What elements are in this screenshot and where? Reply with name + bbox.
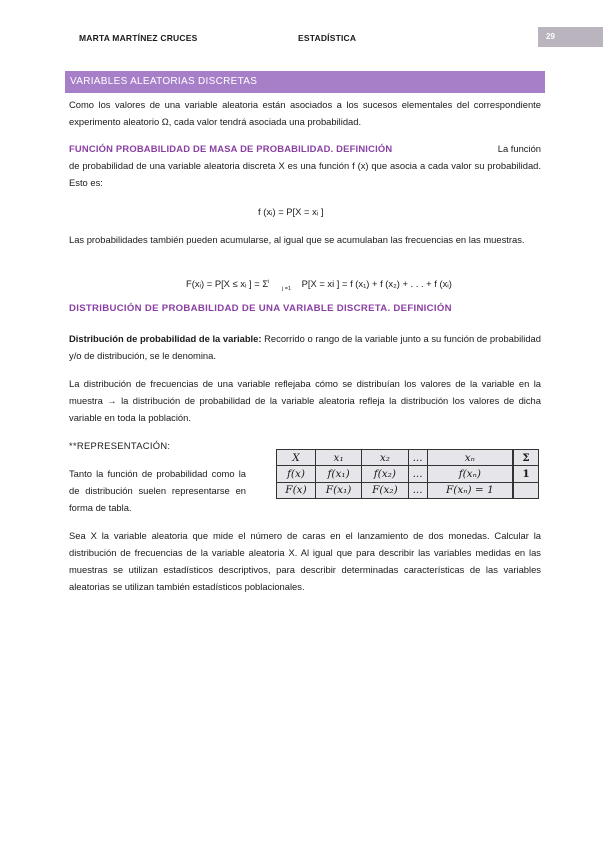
probability-table bbox=[276, 449, 539, 499]
distribution-definition-text: Recorrido o rango de la variable junto a su función de probabilidad y/o de distribución, se le denomina. bbox=[69, 333, 541, 361]
mass-function-formula: f (xᵢ) = P[X = xᵢ ] bbox=[258, 206, 324, 217]
definition-paragraph bbox=[69, 140, 541, 191]
distribution-heading: DISTRIBUCIÓN DE PROBABILIDAD DE UNA VARIABLE DISCRETA. DEFINICIÓN bbox=[69, 303, 452, 314]
formula2-sup: i bbox=[268, 279, 270, 285]
definition-heading: FUNCIÓN PROBABILIDAD DE MASA DE PROBABILIDAD. DEFINICIÓN bbox=[69, 143, 393, 154]
table-cell: f(x₁) bbox=[315, 466, 361, 482]
distribution-definition-bold: Distribución de probabilidad de la variable: bbox=[69, 333, 262, 344]
table-cell: x₁ bbox=[315, 450, 361, 466]
table-cell: f(x) bbox=[277, 466, 316, 482]
compare-paragraph: La distribución de frecuencias de una variable reflejaba cómo se distribuían los valores de la variable en la muestra → la distribución de probabilidad de la variable aleatoria refleja la distribución los valores de dicha variable en toda la población. bbox=[69, 378, 541, 423]
table-cell: ... bbox=[408, 450, 427, 466]
table-row bbox=[277, 482, 539, 498]
table-cell: F(x₁) bbox=[315, 482, 361, 498]
header-author: MARTA MARTÍNEZ CRUCES bbox=[79, 33, 198, 43]
table-row bbox=[277, 450, 539, 466]
table-cell: xₙ bbox=[427, 450, 513, 466]
table-cell: F(x) bbox=[277, 482, 316, 498]
table-cell: f(x₂) bbox=[362, 466, 408, 482]
section-title: VARIABLES ALEATORIAS DISCRETAS bbox=[65, 71, 545, 93]
page-number: 29 bbox=[538, 27, 603, 47]
formula2-sub: j =1 bbox=[281, 286, 292, 292]
formula2-left: F(xᵢ) = P[X ≤ xᵢ ] = Σ bbox=[186, 278, 269, 289]
intro-paragraph: Como los valores de una variable aleatoria están asociados a los sucesos elementales del correspondiente experimento aleatorio Ω, cada valor tendrá asociada una probabilidad. bbox=[69, 99, 541, 127]
definition-lead: La función bbox=[497, 143, 541, 154]
table-cell: ... bbox=[408, 482, 427, 498]
table-cell bbox=[513, 482, 539, 498]
accumulate-paragraph: Las probabilidades también pueden acumularse, al igual que se acumulaban las frecuencias en las muestras. bbox=[69, 234, 525, 245]
header-subject: ESTADÍSTICA bbox=[298, 33, 357, 43]
representation-paragraph: Tanto la función de probabilidad como la de distribución suelen representarse en forma de tabla. bbox=[69, 468, 246, 513]
distribution-definition bbox=[69, 330, 541, 364]
representation-title: **REPRESENTACIÓN: bbox=[69, 440, 171, 451]
formula2-right: P[X = xi ] = f (x₁) + f (x₂) + . . . + f (xᵢ) bbox=[301, 278, 452, 289]
definition-text: de probabilidad de una variable aleatoria discreta X es una función f (x) que asocia a cada valor su probabilidad. Esto es: bbox=[69, 160, 541, 188]
table-cell: 1 bbox=[513, 466, 539, 482]
table-cell: F(xₙ) = 1 bbox=[427, 482, 513, 498]
distribution-function-formula bbox=[186, 278, 452, 292]
example-paragraph: Sea X la variable aleatoria que mide el número de caras en el lanzamiento de dos monedas. Calcular la distribución de frecuencias de la variable aleatoria X. Al igual que para describir las variables medidas en las muestras se utilizan estadísticos descriptivos, para describir determinadas características de las variables aleatorias se utilizan también estadísticos poblacionales. bbox=[69, 530, 541, 592]
table-cell: x₂ bbox=[362, 450, 408, 466]
table-cell: F(x₂) bbox=[362, 482, 408, 498]
table-cell: ... bbox=[408, 466, 427, 482]
table-cell: X bbox=[277, 450, 316, 466]
table-cell: f(xₙ) bbox=[427, 466, 513, 482]
table-row bbox=[277, 466, 539, 482]
table-cell: Σ bbox=[513, 450, 539, 466]
page-header bbox=[0, 0, 603, 50]
